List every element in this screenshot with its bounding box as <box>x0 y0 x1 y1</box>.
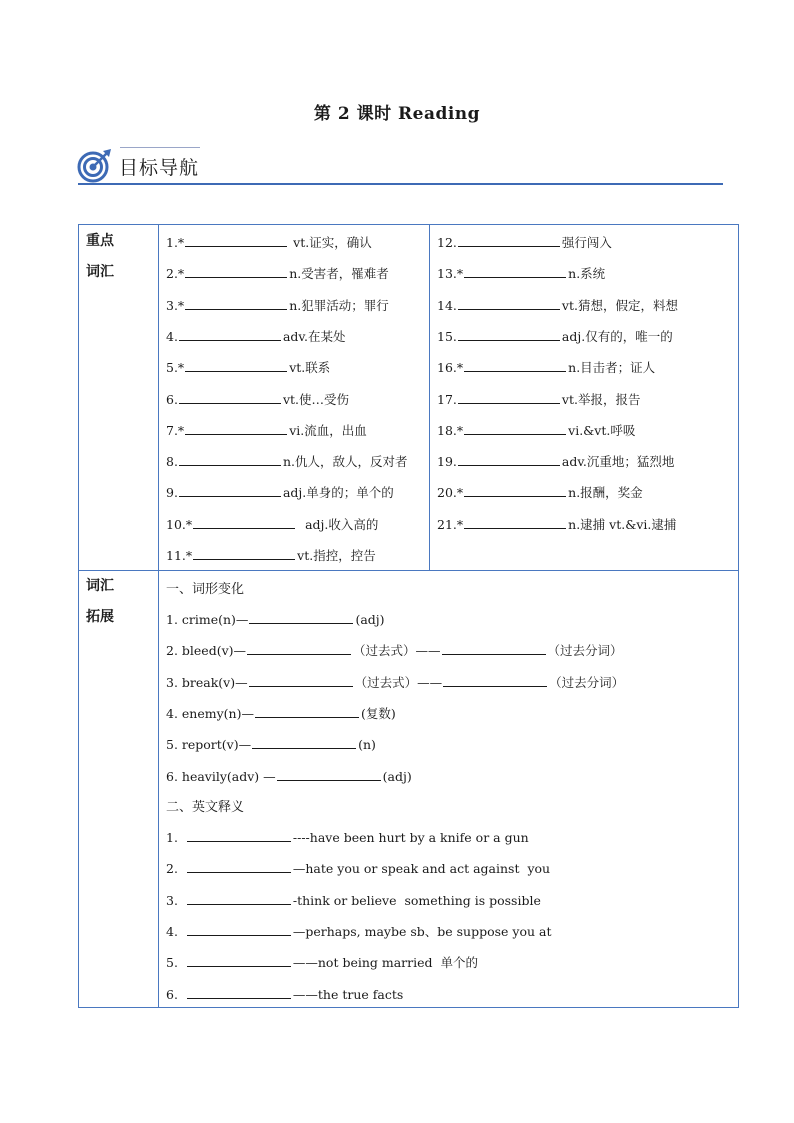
item-suffix: （过去式）—— <box>354 674 443 690</box>
table-divider-left <box>158 224 159 1008</box>
item-prefix: 19. <box>437 454 457 470</box>
fill-in-item <box>166 232 372 252</box>
fill-in-item <box>166 263 389 283</box>
answer-blank[interactable] <box>185 295 287 310</box>
item-prefix: 3.* <box>166 297 185 313</box>
item-suffix: （过去分词） <box>547 643 623 659</box>
item-prefix: 2.* <box>166 266 185 282</box>
item-prefix: 17. <box>437 391 457 407</box>
fill-in-item <box>437 451 674 471</box>
item-suffix: (复数) <box>360 705 396 721</box>
item-prefix: 11.* <box>166 548 193 563</box>
page-title: 第 2 课时 Reading <box>313 104 481 124</box>
fill-in-item <box>166 482 394 502</box>
fill-in-item <box>166 451 407 471</box>
answer-blank[interactable] <box>277 766 381 781</box>
answer-blank[interactable] <box>193 514 295 529</box>
answer-blank[interactable] <box>179 326 281 341</box>
item-suffix: ——the true facts <box>292 986 404 1002</box>
item-prefix: 8. <box>166 454 178 470</box>
item-suffix: vi.流血，出血 <box>289 422 367 438</box>
item-suffix: (adj) <box>382 768 412 784</box>
fill-in-item <box>166 827 529 847</box>
fill-in-item <box>166 703 396 723</box>
answer-blank[interactable] <box>187 858 291 873</box>
item-prefix: 4. enemy(n)— <box>166 705 254 721</box>
item-prefix: 20.* <box>437 485 464 501</box>
fill-in-item <box>437 295 678 315</box>
item-prefix: 5. <box>166 955 186 971</box>
answer-blank[interactable] <box>442 640 546 655</box>
expand-label <box>86 571 114 633</box>
item-suffix: vt.猜想，假定，料想 <box>561 297 678 313</box>
item-suffix: (n) <box>358 737 376 753</box>
table-divider-middle <box>429 224 430 570</box>
item-suffix: vi.&vt.呼吸 <box>568 422 636 438</box>
fill-in-item <box>437 326 673 346</box>
answer-blank[interactable] <box>179 451 281 466</box>
item-prefix: 4. <box>166 328 178 344</box>
item-suffix: adv.在某处 <box>282 328 346 344</box>
fill-in-item <box>437 232 612 252</box>
fill-in-item <box>437 357 655 377</box>
item-suffix: adj.收入高的 <box>297 516 379 532</box>
item-prefix: 9. <box>166 485 178 501</box>
item-suffix: vt.证实，确认 <box>289 235 372 250</box>
item-suffix: vt.使…受伤 <box>282 391 349 407</box>
fill-in-item <box>437 263 605 283</box>
item-prefix: 10.* <box>166 516 193 532</box>
answer-blank[interactable] <box>187 827 291 842</box>
fill-in-item <box>166 921 552 941</box>
item-prefix: 6. <box>166 986 186 1002</box>
item-prefix: 7.* <box>166 422 185 438</box>
item-prefix: 1. crime(n)— <box>166 612 249 627</box>
item-prefix: 4. <box>166 923 186 939</box>
fill-in-item <box>437 420 635 440</box>
fill-in-item <box>166 890 541 910</box>
item-suffix: adj.单身的；单个的 <box>282 485 394 501</box>
answer-blank[interactable] <box>247 640 351 655</box>
answer-blank[interactable] <box>185 420 287 435</box>
item-suffix: n.逮捕 vt.&vi.逮捕 <box>568 516 677 532</box>
answer-blank[interactable] <box>179 389 281 404</box>
fill-in-item <box>166 734 376 754</box>
item-suffix: —hate you or speak and act against you <box>292 861 551 877</box>
item-suffix: ——not being married 单个的 <box>292 955 478 971</box>
nav-top-line <box>120 147 200 148</box>
fill-in-item <box>166 389 349 409</box>
answer-blank[interactable] <box>252 734 356 749</box>
item-suffix: adj.仅有的，唯一的 <box>561 328 673 344</box>
item-suffix: (adj) <box>355 612 385 627</box>
answer-blank[interactable] <box>458 326 560 341</box>
fill-in-item <box>166 858 550 878</box>
answer-blank[interactable] <box>464 357 566 372</box>
answer-blank[interactable] <box>179 482 281 497</box>
item-prefix: 1. <box>166 830 186 845</box>
fill-in-item <box>437 482 643 502</box>
answer-blank[interactable] <box>464 263 566 278</box>
item-prefix: 2. <box>166 861 186 877</box>
answer-blank[interactable] <box>249 672 353 687</box>
item-prefix: 13.* <box>437 266 464 282</box>
item-prefix: 5.* <box>166 360 185 376</box>
item-suffix: n.犯罪活动；罪行 <box>289 297 389 313</box>
item-prefix: 6. heavily(adv) — <box>166 768 276 784</box>
fill-in-item <box>437 389 640 409</box>
section2-title: 二、英文释义 <box>166 800 245 815</box>
item-suffix: —perhaps, maybe sb、be suppose you at <box>292 923 552 939</box>
vocab-label-line2: 词汇 <box>86 264 114 280</box>
answer-blank[interactable] <box>187 921 291 936</box>
item-suffix: n.目击者；证人 <box>568 360 656 376</box>
item-suffix: n.系统 <box>568 266 606 282</box>
item-prefix: 15. <box>437 328 457 344</box>
answer-blank[interactable] <box>185 357 287 372</box>
section-heading: 目标导航 <box>119 157 200 179</box>
answer-blank[interactable] <box>464 482 566 497</box>
answer-blank[interactable] <box>255 703 359 718</box>
section1-title: 一、词形变化 <box>166 582 245 597</box>
item-suffix: vt.联系 <box>289 360 331 376</box>
fill-in-item <box>166 952 478 972</box>
item-suffix: n.报酬，奖金 <box>568 485 643 501</box>
item-suffix: （过去式）—— <box>353 643 441 659</box>
answer-blank[interactable] <box>249 609 353 624</box>
item-suffix: n.受害者，罹难者 <box>289 266 389 282</box>
item-suffix: -think or believe something is possible <box>292 892 541 908</box>
item-prefix: 3. <box>166 892 186 908</box>
item-suffix: 强行闯入 <box>561 235 612 250</box>
fill-in-item <box>166 514 378 534</box>
item-prefix: 18.* <box>437 422 464 438</box>
fill-in-item <box>166 609 385 629</box>
item-suffix: n.仇人，敌人，反对者 <box>282 454 408 470</box>
answer-blank[interactable] <box>187 890 291 905</box>
fill-in-item <box>166 326 345 346</box>
item-suffix: vt.指控，控告 <box>297 548 376 563</box>
answer-blank[interactable] <box>443 672 547 687</box>
answer-blank[interactable] <box>464 420 566 435</box>
fill-in-item <box>437 514 676 534</box>
answer-blank[interactable] <box>185 232 287 247</box>
item-prefix: 16.* <box>437 360 464 376</box>
vocab-label <box>86 226 114 288</box>
target-icon <box>76 148 112 184</box>
answer-blank[interactable] <box>187 984 291 999</box>
item-suffix: ----have been hurt by a knife or a gun <box>292 830 529 845</box>
answer-blank[interactable] <box>464 514 566 529</box>
item-suffix: （过去分词） <box>549 674 625 690</box>
expand-label-line2: 拓展 <box>86 609 114 625</box>
answer-blank[interactable] <box>185 263 287 278</box>
fill-in-item <box>166 420 367 440</box>
answer-blank[interactable] <box>187 952 291 967</box>
item-prefix: 12. <box>437 235 457 250</box>
item-prefix: 3. break(v)— <box>166 674 248 690</box>
item-prefix: 6. <box>166 391 178 407</box>
answer-blank[interactable] <box>458 295 560 310</box>
fill-in-item <box>166 545 376 565</box>
answer-blank[interactable] <box>458 451 560 466</box>
answer-blank[interactable] <box>458 389 560 404</box>
answer-blank[interactable] <box>458 232 560 247</box>
heading-rule <box>78 183 723 185</box>
fill-in-item <box>166 984 403 1004</box>
fill-in-item <box>166 672 624 692</box>
fill-in-item <box>166 766 412 786</box>
table-divider-row <box>78 570 739 571</box>
item-suffix: adv.沉重地；猛烈地 <box>561 454 675 470</box>
expand-label-line1: 词汇 <box>86 578 114 594</box>
item-suffix: vt.举报，报告 <box>561 391 641 407</box>
item-prefix: 14. <box>437 297 457 313</box>
answer-blank[interactable] <box>193 545 295 560</box>
fill-in-item <box>166 295 389 315</box>
item-prefix: 2. bleed(v)— <box>166 643 247 659</box>
item-prefix: 5. report(v)— <box>166 737 252 753</box>
item-prefix: 21.* <box>437 516 464 532</box>
vocab-label-line1: 重点 <box>86 233 114 249</box>
fill-in-item <box>166 357 330 377</box>
fill-in-item <box>166 640 623 660</box>
item-prefix: 1.* <box>166 235 185 250</box>
